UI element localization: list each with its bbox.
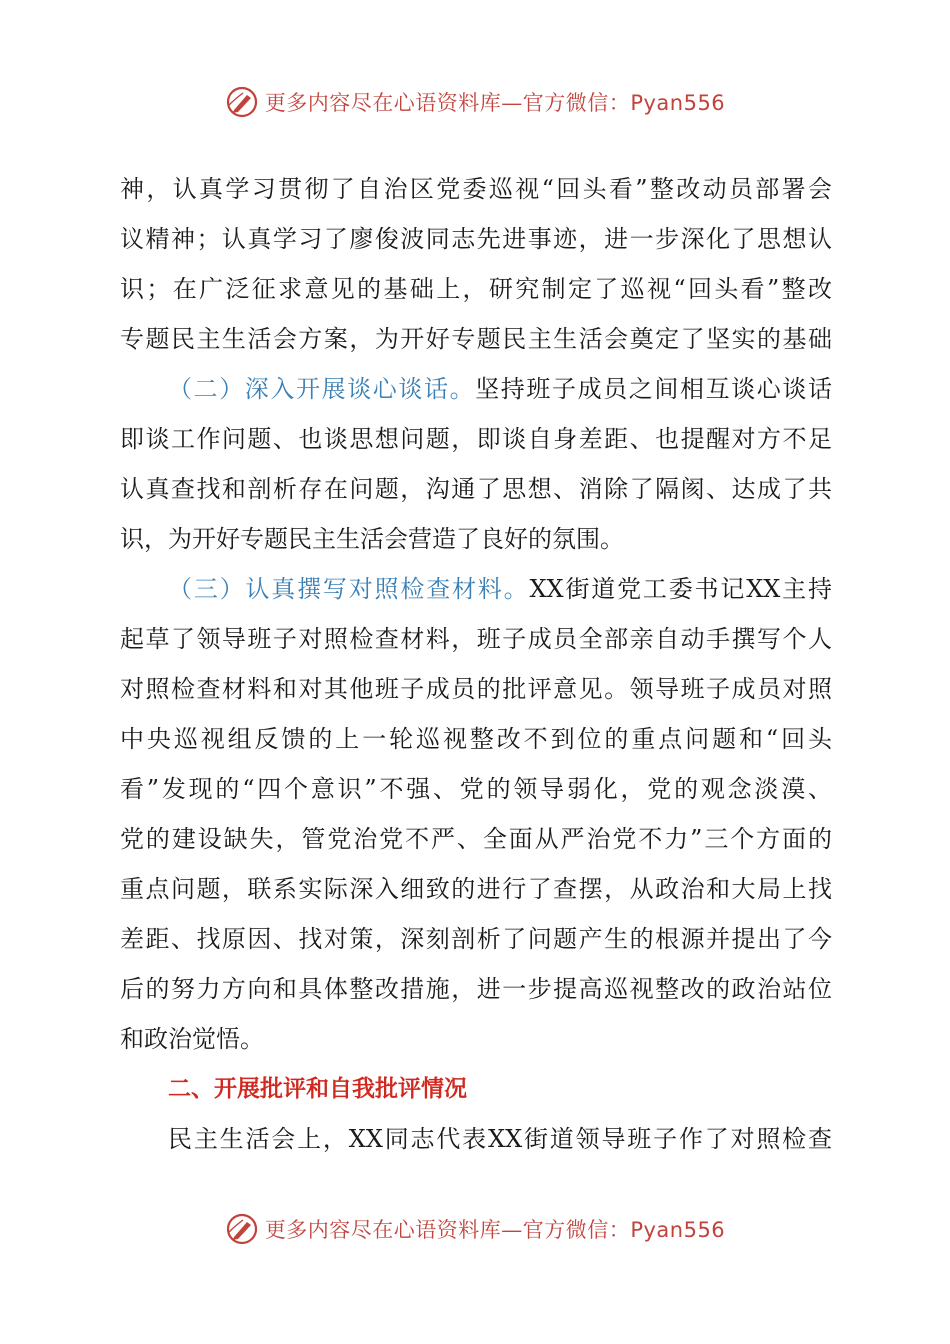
text-line: 民主生活会上，XX同志代表XX街道领导班子作了对照检查 — [168, 1125, 832, 1153]
watermark-wechat-id: Pyan556 — [630, 91, 726, 115]
text-line: 认真查找和剖析存在问题，沟通了思想、消除了隔阂、达成了共 — [120, 475, 832, 503]
watermark-wechat-id: Pyan556 — [630, 1218, 726, 1242]
text-line — [120, 364, 832, 414]
text-line: 和政治觉悟。 — [120, 1025, 264, 1053]
text-run: XX街道党工委书记XX主持 — [529, 575, 832, 603]
section-heading: 二、开展批评和自我批评情况 — [168, 1076, 467, 1102]
text-line: 重点问题，联系实际深入细致的进行了查摆，从政治和大局上找 — [120, 875, 832, 903]
text-line: 议精神；认真学习了廖俊波同志先进事迹，进一步深化了思想认 — [120, 225, 832, 253]
watermark-text: 更多内容尽在心语资料库—官方微信： — [264, 1218, 631, 1242]
pen-nib-logo-icon — [225, 85, 259, 119]
subsection-heading: （三）认真撰写对照检查材料。 — [168, 575, 530, 603]
watermark-header — [0, 82, 950, 122]
paragraph-1 — [120, 164, 832, 364]
text-run: 坚持班子成员之间相互谈心谈话 — [475, 375, 832, 403]
text-line: 识；在广泛征求意见的基础上，研究制定了巡视“回头看”整改 — [120, 275, 832, 303]
pen-nib-logo-icon — [225, 1212, 259, 1246]
watermark-text: 更多内容尽在心语资料库—官方微信： — [264, 91, 631, 115]
text-line — [120, 564, 832, 614]
paragraph-4 — [120, 1114, 832, 1164]
text-line: 神，认真学习贯彻了自治区党委巡视“回头看”整改动员部署会 — [120, 175, 832, 203]
text-line: 后的努力方向和具体整改措施，进一步提高巡视整改的政治站位 — [120, 975, 832, 1003]
watermark-footer — [0, 1209, 950, 1249]
paragraph-3 — [120, 564, 832, 1064]
subsection-heading: （二）深入开展谈心谈话。 — [168, 375, 476, 403]
text-line: 中央巡视组反馈的上一轮巡视整改不到位的重点问题和“回头 — [120, 725, 832, 753]
text-line: 看”发现的“四个意识”不强、党的领导弱化，党的观念淡漠、 — [120, 775, 832, 803]
text-line: 党的建设缺失，管党治党不严、全面从严治党不力”三个方面的 — [120, 825, 832, 853]
text-line: 对照检查材料和对其他班子成员的批评意见。领导班子成员对照 — [120, 675, 832, 703]
text-line: 起草了领导班子对照检查材料，班子成员全部亲自动手撰写个人 — [120, 625, 832, 653]
text-line: 差距、找原因、找对策，深刻剖析了问题产生的根源并提出了今 — [120, 925, 832, 953]
text-line: 识，为开好专题民主生活会营造了良好的氛围。 — [120, 525, 624, 553]
text-line: 即谈工作问题、也谈思想问题，即谈自身差距、也提醒对方不足 — [120, 425, 832, 453]
text-line: 专题民主生活会方案，为开好专题民主生活会奠定了坚实的基础 — [120, 325, 832, 353]
document-body — [120, 164, 832, 1164]
paragraph-2 — [120, 364, 832, 564]
